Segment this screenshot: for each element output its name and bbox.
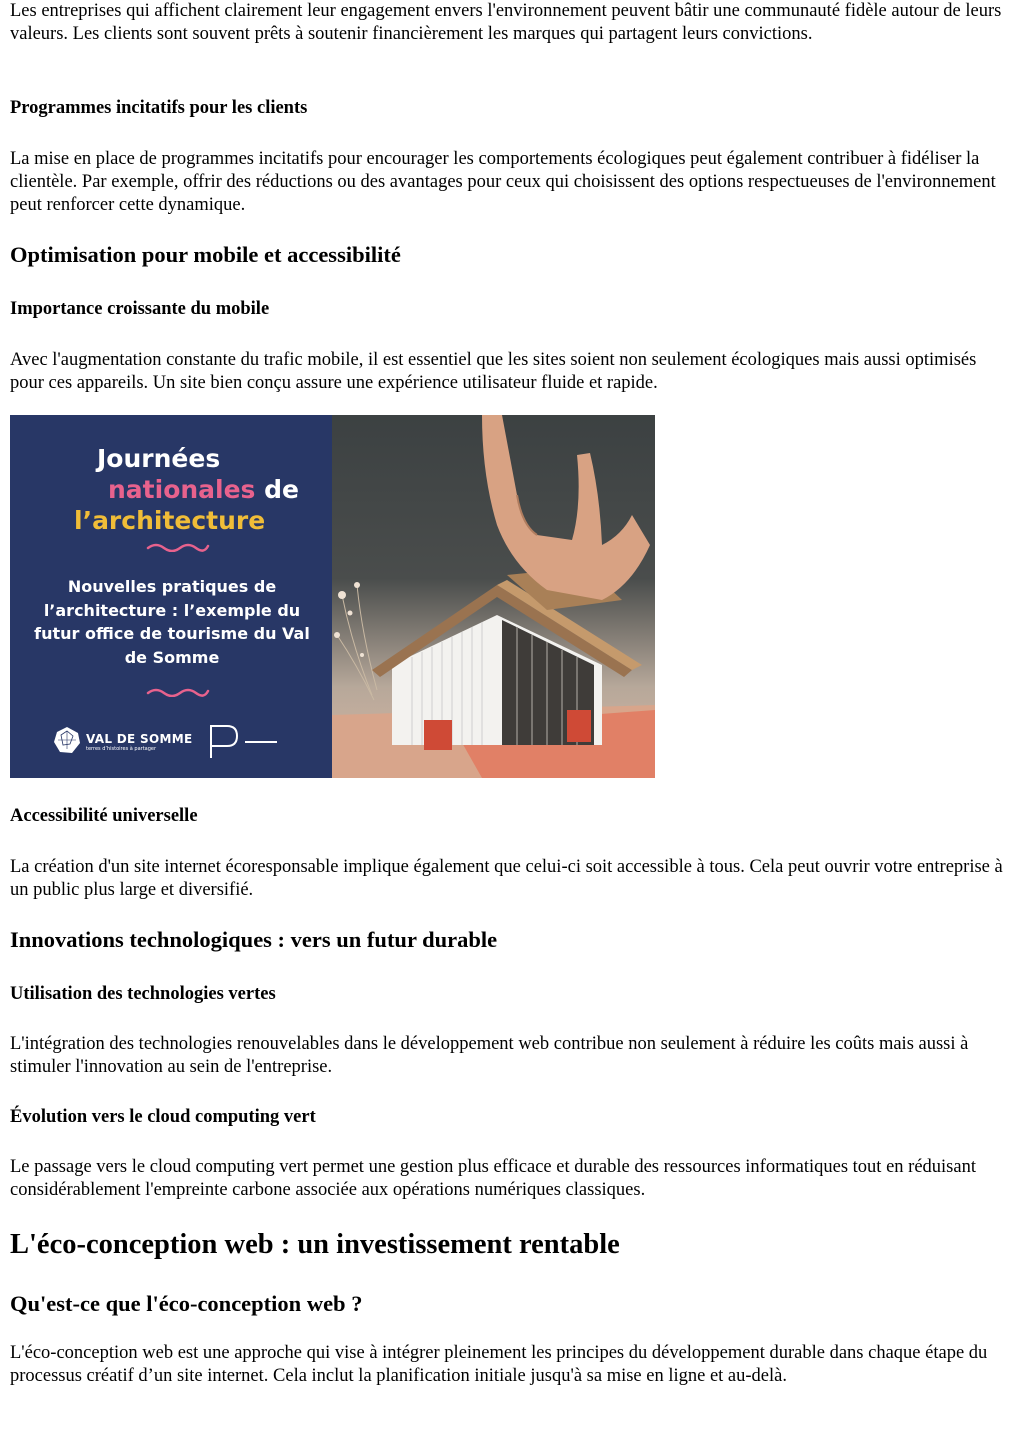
banner-subtitle: Nouvelles pratiques de l’architecture : l’exemple du futur office de tourisme du Val de Somme [34, 577, 310, 667]
paragraph-technologies-vertes: L'intégration des technologies renouvelables dans le développement web contribue non seulement à réduire les coûts mais aussi à stimuler l'innovation au sein de l'entreprise. [10, 1034, 969, 1077]
heading-quest-ce-que-eco-conception: Qu'est-ce que l'éco-conception web ? [10, 1291, 363, 1316]
banner-text-panel [10, 415, 332, 778]
pink-wave-decoration-bottom [146, 685, 210, 697]
heading-technologies-vertes: Utilisation des technologies vertes [10, 984, 276, 1004]
heading-importance-mobile: Importance croissante du mobile [10, 299, 270, 319]
architecture-banner-image [10, 415, 655, 778]
paragraph-engagement: Les entreprises qui affichent clairement leur engagement envers l'environnement peuvent bâtir une communauté fidèle autour de leurs valeurs. Les clients sont souvent prêts à soutenir financièrement les marques qui partagent leurs convictions. [10, 1, 1002, 44]
val-de-somme-logo-tagline: terres d’histoires à partager [86, 746, 157, 752]
heading-cloud-computing-vert: Évolution vers le cloud computing vert [10, 1107, 316, 1127]
pavillon-p-logo-icon [207, 722, 279, 762]
banner-title-nationales: nationales [108, 475, 256, 504]
paragraph-mobile: Avec l'augmentation constante du trafic mobile, il est essentiel que les sites soient non seulement écologiques mais aussi optimisés pour ces appareils. Un site bien conçu assure une expérience utilisateur fluide et rapide. [10, 350, 977, 393]
heading-eco-conception-rentable: L'éco-conception web : un investissement rentable [10, 1229, 620, 1260]
banner-title-line2 [108, 474, 299, 505]
heading-accessibilite-universelle: Accessibilité universelle [10, 806, 198, 826]
banner-title-de: de [264, 475, 300, 504]
paragraph-programmes: La mise en place de programmes incitatifs pour encourager les comportements écologiques peut également contribuer à fidéliser la clientèle. Par exemple, offrir des réductions ou des avantages pour ceux qui choisissent des options respectueuses de l'environnement peut renforcer cette dynamique. [10, 149, 996, 215]
architecture-model-photo [332, 415, 655, 778]
banner-photo-panel [332, 415, 655, 778]
pink-wave-decoration-top [146, 540, 210, 552]
val-de-somme-logo-text: VAL DE SOMME [86, 732, 193, 746]
banner-title-line3: l’architecture [74, 506, 266, 535]
paragraph-accessibilite: La création d'un site internet écoresponsable implique également que celui-ci soit accessible à tous. Cela peut ouvrir votre entreprise à un public plus large et diversifié. [10, 857, 1003, 900]
heading-innovations-technologiques: Innovations technologiques : vers un futur durable [10, 927, 498, 952]
val-de-somme-logo-icon [52, 725, 82, 755]
heading-programmes-incitatifs: Programmes incitatifs pour les clients [10, 98, 308, 118]
banner-title-line1: Journées [97, 444, 221, 473]
heading-optimisation-mobile: Optimisation pour mobile et accessibilité [10, 242, 401, 267]
paragraph-eco-conception: L'éco-conception web est une approche qui vise à intégrer pleinement les principes du développement durable dans chaque étape du processus créatif d’un site internet. Cela inclut la planification initiale jusqu'à sa mise en ligne et au-delà. [10, 1343, 988, 1386]
paragraph-cloud-computing: Le passage vers le cloud computing vert permet une gestion plus efficace et durable des ressources informatiques tout en réduisant considérablement l'empreinte carbone associée aux opérations numériques classiques. [10, 1157, 976, 1200]
